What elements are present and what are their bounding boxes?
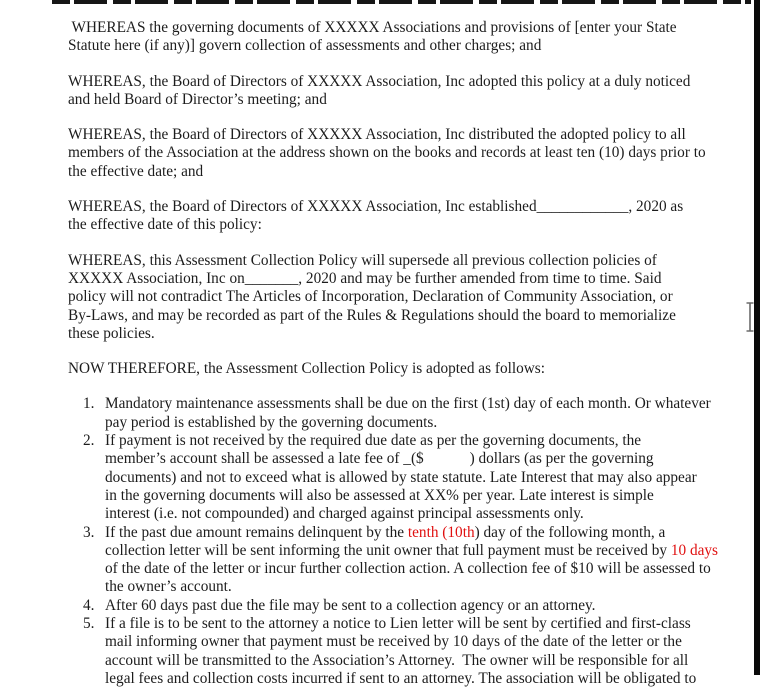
list-number: 3. [83, 523, 95, 541]
list-item-1 [68, 395, 730, 432]
text-line: Mandatory maintenance assessments shall be due on the first (1st) day of each month. Or whatever [105, 395, 711, 413]
text-line: WHEREAS the governing documents of XXXXX Associations and provisions of [enter your State [68, 19, 677, 36]
red-text-segment: tenth (10th [407, 523, 475, 541]
list-number: 5. [83, 615, 95, 633]
text-line: If payment is not received by the required due date as per the governing documents, the [105, 432, 642, 450]
text-line: the owner’s account. [105, 578, 232, 596]
text-line: the effective date; and [68, 162, 204, 180]
paragraph-now-therefore [68, 360, 730, 378]
text-line: Statute here (if any)] govern collection of assessments and other charges; and [68, 37, 542, 55]
text-line: WHEREAS, the Board of Directors of XXXXX Association, Inc adopted this policy at a duly noticed [68, 72, 691, 90]
red-text-segment: 10 days [670, 541, 718, 559]
text-segment: collection letter will be sent informing the unit owner that full payment must be received by [105, 541, 671, 559]
text-line: pay period is established by the governing documents. [105, 413, 438, 431]
text-line: of the date of the letter or incur further collection action. A collection fee of $10 will be assessed to [105, 560, 711, 578]
text-line: WHEREAS, the Board of Directors of XXXXX Association, Inc established____________, 2020 as [68, 198, 684, 216]
list-number: 4. [83, 596, 95, 614]
text-segment: ) day of the following month, a [474, 523, 666, 541]
text-line: account will be transmitted to the Association’s Attorney. The owner will be responsible for all [105, 651, 689, 669]
window-right-edge [754, 0, 760, 675]
text-line: members of the Association at the address shown on the books and records at least ten (10) days prior to [68, 144, 706, 162]
paragraph-whereas-adopted-policy [68, 73, 730, 110]
text-segment: If the past due amount remains delinquent by the [105, 523, 408, 541]
text-line: NOW THEREFORE, the Assessment Collection Policy is adopted as follows: [68, 360, 546, 378]
list-item-2 [68, 432, 730, 523]
paragraph-whereas-established-date [68, 198, 730, 235]
text-line: mail informing owner that payment must be received by 10 days of the date of the letter or the [105, 633, 682, 651]
text-line: After 60 days past due the file may be sent to a collection agency or an attorney. [105, 596, 596, 614]
list-item-5 [68, 615, 730, 688]
text-line: the effective date of this policy: [68, 216, 262, 234]
text-line: member’s account shall be assessed a late fee of _($ ) dollars (as per the governing [105, 450, 654, 468]
policy-numbered-list [68, 395, 730, 688]
list-number: 1. [83, 395, 95, 413]
list-item-4 [68, 597, 730, 615]
paragraph-whereas-governing-docs [68, 19, 730, 56]
clipped-text-line-top [52, 0, 751, 4]
text-line: in the governing documents will also be assessed at XX% per year. Late interest is simple [105, 486, 654, 504]
list-number: 2. [83, 432, 95, 450]
paragraph-whereas-distributed-policy [68, 126, 730, 181]
text-line: WHEREAS, this Assessment Collection Policy will supersede all previous collection policies of [68, 251, 657, 269]
paragraph-whereas-supersede [68, 252, 730, 343]
text-line: documents) and not to exceed what is allowed by state statute. Late Interest that may also appear [105, 468, 697, 486]
text-line: If a file is to be sent to the attorney a notice to Lien letter will be sent by certified and first-class [105, 615, 691, 633]
document-editing-surface[interactable] [68, 19, 730, 688]
text-line: and held Board of Director’s meeting; and [68, 90, 327, 108]
text-line [105, 542, 730, 560]
text-line: WHEREAS, the Board of Directors of XXXXX Association, Inc distributed the adopted policy to all [68, 126, 686, 144]
text-line: XXXXX Association, Inc on_______, 2020 and may be further amended from time to time. Said [68, 269, 662, 287]
text-line: these policies. [68, 324, 155, 342]
text-line: interest (i.e. not compounded) and charged against principal assessments only. [105, 505, 584, 523]
list-item-3 [68, 524, 730, 597]
text-line: legal fees and collection costs incurred if sent to an attorney. The association will be obligated to [105, 669, 697, 687]
text-line: By-Laws, and may be recorded as part of the Rules & Regulations should the board to memorialize [68, 306, 676, 324]
text-line [105, 524, 730, 542]
text-line: policy will not contradict The Articles of Incorporation, Declaration of Community Association, or [68, 288, 673, 306]
